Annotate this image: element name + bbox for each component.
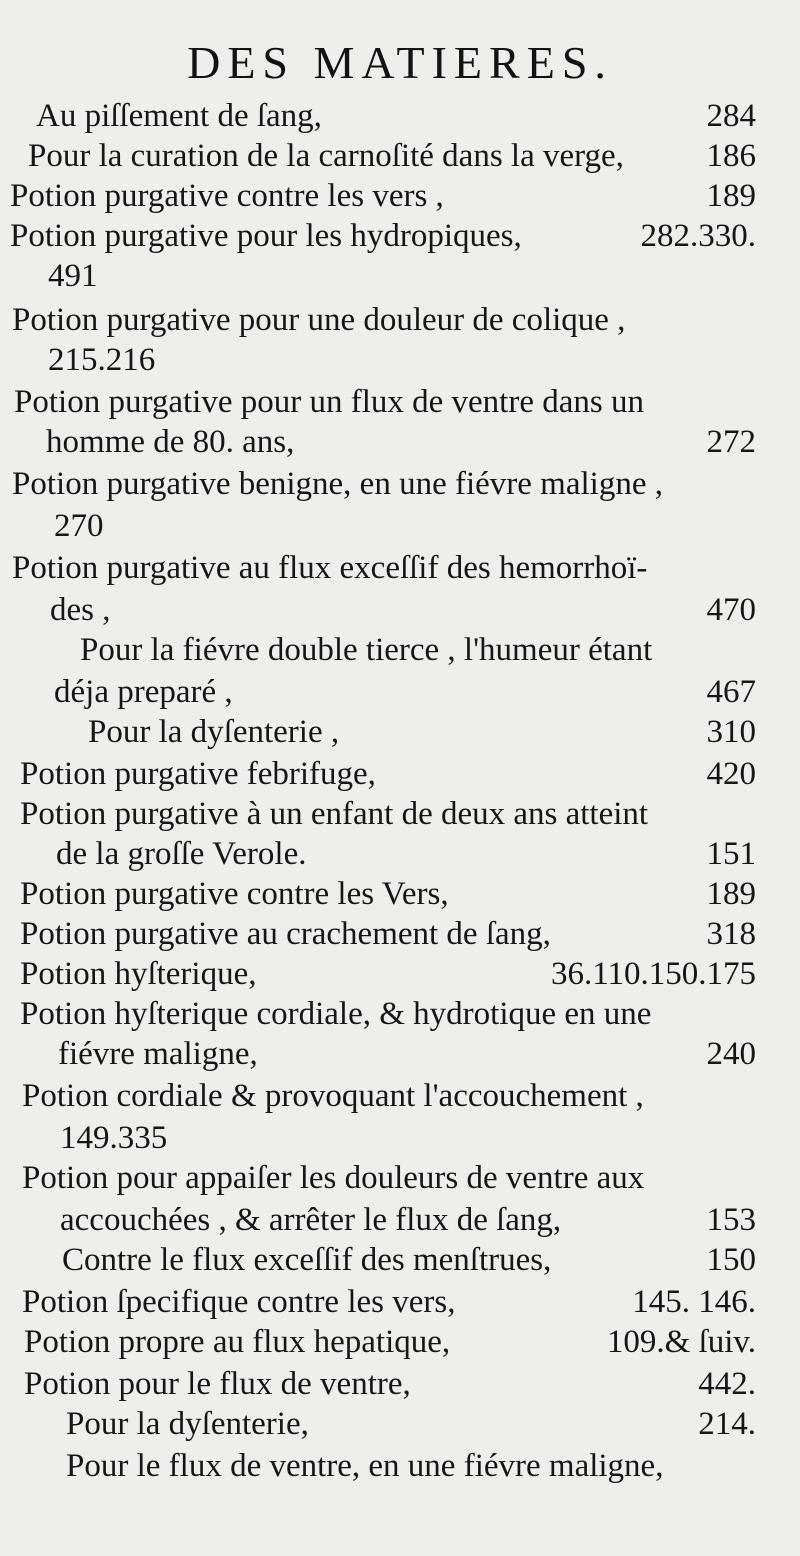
index-entry xyxy=(0,1282,800,1322)
index-entry xyxy=(0,300,800,340)
entry-page: 318 xyxy=(706,916,756,952)
index-sub-entry xyxy=(0,1404,800,1444)
entry-text: Au piſſement de ſang, xyxy=(36,98,322,134)
index-entry xyxy=(0,216,800,256)
entry-page: 420 xyxy=(706,756,756,792)
entry-page: 240 xyxy=(706,1036,756,1072)
entry-text: Potion ſpecifique contre les vers, xyxy=(22,1284,456,1320)
index-entry xyxy=(0,96,800,136)
entry-text: Potion purgative contre les Vers, xyxy=(20,876,449,912)
entry-text: Potion pour appaiſer les douleurs de ventre aux xyxy=(22,1160,645,1196)
index-entry xyxy=(0,1322,800,1362)
entry-text: Potion purgative au crachement de ſang, xyxy=(20,916,551,952)
page-header-title: DES MATIERES. xyxy=(187,37,613,88)
index-entry xyxy=(0,176,800,216)
index-entry-continuation xyxy=(0,590,800,630)
entry-text: des , xyxy=(50,592,111,628)
entry-text: Potion purgative au flux exceſſif des hemorrhoï- xyxy=(12,550,648,586)
entry-page: 36.110.150.175 xyxy=(550,956,756,992)
entry-page: 153 xyxy=(706,1202,756,1238)
index-entry-continuation xyxy=(0,1034,800,1074)
entry-text: Potion propre au flux hepatique, xyxy=(24,1324,451,1360)
entry-page: 109.& ſuiv. xyxy=(606,1324,756,1360)
index-entry-continuation xyxy=(0,256,800,296)
index-entry xyxy=(0,914,800,954)
entry-page: 310 xyxy=(706,714,756,750)
entry-page: 272 xyxy=(706,424,756,460)
entry-text: 491 xyxy=(48,258,98,294)
entry-text: Potion purgative contre les vers , xyxy=(10,178,444,214)
entry-page: 282.330. xyxy=(640,218,756,254)
entry-page: 145. 146. xyxy=(632,1284,756,1320)
index-entry-continuation xyxy=(0,340,800,380)
entry-text: homme de 80. ans, xyxy=(46,424,295,460)
entry-text: Potion purgative febrifuge, xyxy=(20,756,376,792)
index-entry xyxy=(0,548,800,588)
index-entry-continuation xyxy=(0,506,800,546)
entry-text: déja preparé , xyxy=(54,674,233,710)
index-entry-continuation xyxy=(0,1118,800,1158)
index-sub-entry xyxy=(0,630,800,670)
entry-text: de la groſſe Verole. xyxy=(56,836,307,872)
entry-text: Potion pour le flux de ventre, xyxy=(24,1366,411,1402)
index-entry-continuation xyxy=(0,1200,800,1240)
index-entry xyxy=(0,1076,800,1116)
index-entry xyxy=(0,136,800,176)
entry-page: 189 xyxy=(706,178,756,214)
entry-text: Potion cordiale & provoquant l'accouchement , xyxy=(22,1078,644,1114)
index-entry xyxy=(0,1158,800,1198)
index-entry xyxy=(0,754,800,794)
entry-page: 284 xyxy=(706,98,756,134)
entry-text: Contre le flux exceſſif des menſtrues, xyxy=(62,1242,552,1278)
entry-text: Potion purgative pour une douleur de colique , xyxy=(12,302,626,338)
entry-text: 270 xyxy=(54,508,104,544)
entry-text: Potion purgative pour un flux de ventre dans un xyxy=(14,384,644,420)
index-entry-continuation xyxy=(0,422,800,462)
entry-text: Potion purgative à un enfant de deux ans atteint xyxy=(20,796,649,832)
index-entry-continuation xyxy=(0,672,800,712)
entry-text: Potion hyſterique cordiale, & hydrotique en une xyxy=(20,996,652,1032)
index-entry-continuation xyxy=(0,834,800,874)
index-sub-entry xyxy=(0,712,800,752)
index-sub-entry xyxy=(0,1446,800,1486)
entry-text: Potion purgative benigne, en une fiévre maligne , xyxy=(12,466,663,502)
entry-page: 186 xyxy=(706,138,756,174)
entry-text: fiévre maligne, xyxy=(58,1036,258,1072)
entry-text: Potion purgative pour les hydropiques, xyxy=(10,218,522,254)
entry-text: 149.335 xyxy=(60,1120,168,1156)
index-entry xyxy=(0,794,800,834)
entry-text: Pour la fiévre double tierce , l'humeur étant xyxy=(80,632,653,668)
entry-page: 214. xyxy=(698,1406,756,1442)
index-entry xyxy=(0,954,800,994)
entry-text: 215.216 xyxy=(48,342,156,378)
entry-text: Pour le flux de ventre, en une fiévre maligne, xyxy=(66,1448,664,1484)
index-entry xyxy=(0,1364,800,1404)
index-entry xyxy=(0,382,800,422)
entry-text: Pour la dyſenterie , xyxy=(88,714,340,750)
entry-page: 470 xyxy=(706,592,756,628)
entry-page: 189 xyxy=(706,876,756,912)
index-sub-entry xyxy=(0,1240,800,1280)
index-entry xyxy=(0,994,800,1034)
entry-text: Pour la dyſenterie, xyxy=(66,1406,309,1442)
entry-page: 467 xyxy=(706,674,756,710)
entry-page: 442. xyxy=(698,1366,756,1402)
index-entry xyxy=(0,464,800,504)
entry-page: 151 xyxy=(706,836,756,872)
entry-text: accouchées , & arrêter le flux de ſang, xyxy=(60,1202,562,1238)
entry-page: 150 xyxy=(706,1242,756,1278)
entry-text: Potion hyſterique, xyxy=(20,956,257,992)
index-entry xyxy=(0,874,800,914)
entry-text: Pour la curation de la carnoſité dans la verge, xyxy=(28,138,624,174)
